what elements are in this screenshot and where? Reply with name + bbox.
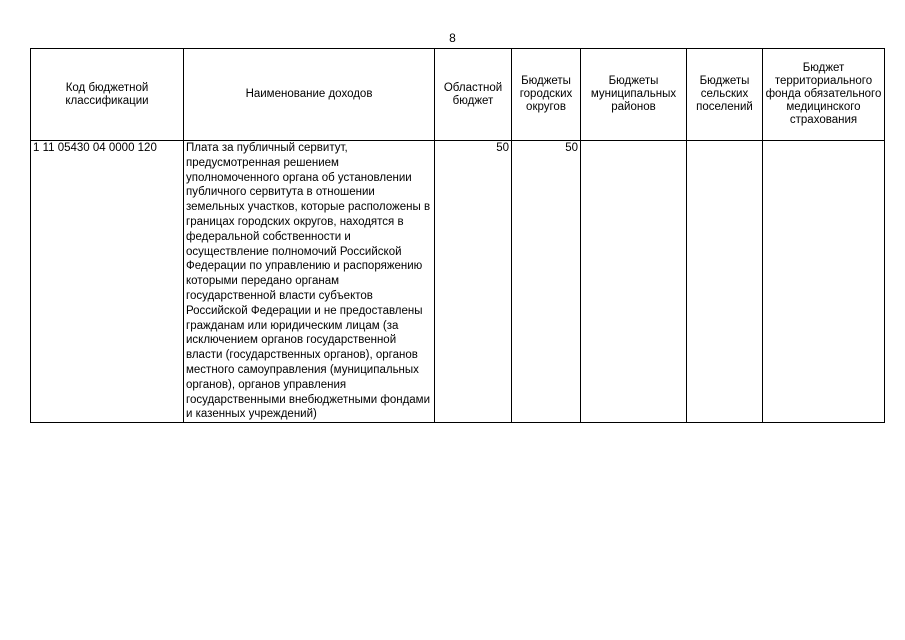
header-urban-districts: Бюджеты городских округов — [512, 49, 581, 141]
header-code: Код бюджетной классификации — [31, 49, 184, 141]
page-number: 8 — [449, 31, 456, 45]
table-row — [31, 141, 885, 423]
header-municipal-districts: Бюджеты муниципальных районов — [581, 49, 687, 141]
budget-revenue-table — [30, 48, 885, 423]
header-regional-budget: Областной бюджет — [435, 49, 512, 141]
cell-name: Плата за публичный сервитут, предусмотренная решением уполномоченного органа об установлении публичного сервитута в отношении земельных участков, которые расположены в границах городских округов, находятся в федеральной собственности и осуществление полномочий Российской Федерации по управлению и распоряжению которыми передано органам государственной власти субъектов Российской Федерации и не предоставлены гражданам или юридическим лицам (за исключением органов государственной власти (государственных органов), органов местного самоуправления (муниципальных органов), органов управления государственными внебюджетными фондами и казенных учреждений) — [184, 141, 435, 423]
cell-rural-settlements — [687, 141, 763, 423]
cell-regional: 50 — [435, 141, 512, 423]
cell-medical-insurance-fund — [763, 141, 885, 423]
header-name: Наименование доходов — [184, 49, 435, 141]
header-medical-insurance-fund: Бюджет территориального фонда обязательного медицинского страхования — [763, 49, 885, 141]
header-rural-settlements: Бюджеты сельских поселений — [687, 49, 763, 141]
cell-municipal-districts — [581, 141, 687, 423]
cell-code: 1 11 05430 04 0000 120 — [31, 141, 184, 423]
table-header-row — [31, 49, 885, 141]
cell-urban-districts: 50 — [512, 141, 581, 423]
